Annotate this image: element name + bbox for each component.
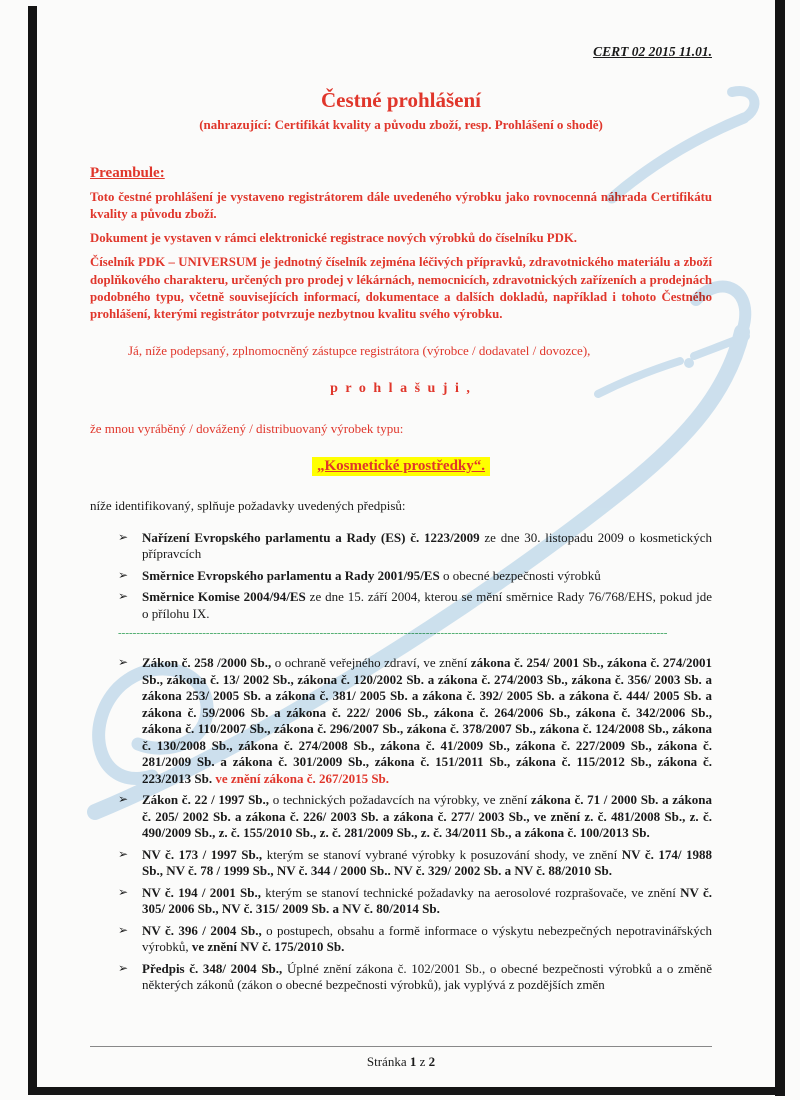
text-segment: NV č. 173 / 1997 Sb., (142, 846, 263, 862)
regulations-divider: ------------------------------------------------------------------------------------------------------------------------------------------------------ (118, 627, 668, 640)
regulation-item (118, 792, 712, 842)
text-segment: Zákon č. 258 /2000 Sb., (142, 655, 272, 671)
document-code: CERT 02 2015 11.01. (593, 44, 712, 59)
text-segment: Zákon č. 22 / 1997 Sb., (142, 792, 270, 808)
regulation-item (118, 655, 712, 787)
document-title: Čestné prohlášení (320, 88, 482, 112)
eu-regulations-list (118, 530, 712, 623)
text-segment: zákona č. 71 / 2000 Sb. a zákona č. 205/ 2002 Sb. a zákona č. 226/ 2003 Sb. a zákona č. 277/ 2003 Sb., ve znění z. č. 481/2008 Sb., z. č. 490/2009 Sb., z. č. 155/2010 Sb., z. č. 281/2009 Sb., z. č. 34/2011 Sb., a zákona č. 100/2013 Sb. (142, 792, 712, 841)
text-segment: NV č. 174/ 1988 Sb., NV č. 78 / 1999 Sb., NV č. 344 / 2000 Sb.. NV č. 329/ 2002 Sb. a NV č. 88/2010 Sb. (142, 846, 712, 879)
text-segment: o postupech, obsahu a formě informace o výskytu nebezpečných nepotravinářských výrobků, (142, 922, 712, 955)
page-footer (90, 1046, 712, 1070)
scan-edge-right (775, 0, 785, 1096)
compliance-intro: níže identifikovaný, splňuje požadavky uvedených předpisů: (90, 497, 406, 513)
preamble-paragraph-1: Toto čestné prohlášení je vystaveno registrátorem dále uvedeného výrobku jako rovnocenná náhrada Certifikátu kvality a původu zboží. (90, 190, 712, 222)
text-segment: ve znění zákona č. 267/2015 Sb. (212, 770, 390, 786)
document-content (90, 0, 712, 999)
text-segment: o technických požadavcích na výrobky, ve znění (269, 792, 532, 808)
text-segment: kterým se stanoví vybrané výrobky k posuzování shody, ve znění (262, 846, 622, 862)
product-type-highlight: „Kosmetické prostředky“. (312, 457, 490, 476)
declaration-intro: Já, níže podepsaný, zplnomocněný zástupce registrátora (výrobce / dodavatel / dovozce), (128, 342, 591, 358)
text-segment: o ochraně veřejného zdraví, ve znění (271, 655, 471, 671)
text-segment: o obecné bezpečnosti výrobků (439, 567, 601, 583)
text-segment: NV č. 305/ 2006 Sb., NV č. 315/ 2009 Sb. a NV č. 80/2014 Sb. (142, 884, 713, 917)
product-type-line (90, 457, 712, 476)
regulation-item (118, 923, 712, 956)
regulation-item (118, 885, 712, 918)
text-segment: kterým se stanoví technické požadavky na aerosolové rozprašovače, ve znění (261, 884, 681, 900)
text-segment: NV č. 194 / 2001 Sb., (142, 884, 262, 900)
declaration-verb: p r o h l a š u j i , (330, 380, 472, 396)
text-segment: ze dne 30. listopadu 2009 o kosmetických přípravcích (142, 529, 712, 562)
scan-edge-left (28, 6, 37, 1092)
regulation-item (118, 961, 712, 994)
footer-of: z (416, 1054, 429, 1069)
text-segment: zákona č. 254/ 2001 Sb., zákona č. 274/2001 Sb., zákona č. 13/ 2002 Sb., zákona č. 120/2002 Sb. a zákona č. 274/2003 Sb., zákona č. 356/ 2003 Sb. a zákona 253/ 2005 Sb. a zákona č. 381/ 2005 Sb. a zákona č. 392/ 2005 Sb. a zákona č. 444/ 2005 Sb. a zákona č. 59/2006 Sb. a zákona č. 222/ 2006 Sb., zákona č. 264/2006 Sb., zákona č. 342/2006 Sb., zákona č. 110/2007 Sb., zákona č. 296/2007 Sb., zákona č. 378/2007 Sb., zákona č. 124/2008 Sb., zákona č. 130/2008 Sb., zákona č. 274/2008 Sb., zákona č. 41/2009 Sb., zákona č. 227/2009 Sb., zákona č. 281/2009 Sb. a zákona č. 301/2009 Sb., zákona č. 151/2011 Sb., zákona č. 115/2012 Sb., zákona č. 223/2013 Sb. (142, 655, 712, 786)
text-segment: Směrnice Komise 2004/94/ES (142, 589, 306, 605)
text-segment: NV č. 396 / 2004 Sb., (142, 922, 262, 938)
national-regulations-list (118, 655, 712, 994)
regulation-item (118, 568, 712, 585)
regulation-item (118, 589, 712, 622)
text-segment: Úplné znění zákona č. 102/2001 Sb., o obecné bezpečnosti výrobků a o změně některých zákonů (zákon o obecné bezpečnosti výrobků), jak vyplývá z pozdějších změn (142, 960, 712, 993)
regulation-item (118, 847, 712, 880)
declaration-lead: že mnou vyráběný / dovážený / distribuovaný výrobek typu: (90, 420, 404, 436)
regulation-item (118, 530, 712, 563)
text-segment: ve znění NV č. 175/2010 Sb. (191, 939, 345, 955)
text-segment: Nařízení Evropského parlamentu a Rady (ES) č. 1223/2009 (142, 529, 480, 545)
preamble-heading: Preambule: (90, 165, 165, 181)
text-segment: ze dne 15. září 2004, kterou se mění směrnice Rady 76/768/EHS, pokud jde o přílohu IX. (142, 589, 712, 621)
text-segment: Předpis č. 348/ 2004 Sb., (142, 960, 283, 976)
footer-page-number: 1 (409, 1054, 417, 1069)
text-segment: Směrnice Evropského parlamentu a Rady 2001/95/ES (142, 567, 440, 583)
scan-edge-bottom (28, 1087, 785, 1095)
preamble-paragraph-2: Dokument je vystaven v rámci elektronické registrace nových výrobků do číselníku PDK. (90, 231, 577, 246)
preamble-paragraph-3: Číselník PDK – UNIVERSUM je jednotný číselník zejména léčivých přípravků, zdravotnického materiálu a zboží doplňkového charakteru, určených pro prodej v lékárnách, nemocnicích, zdravotnických zařízeních a prodejnách podobného typu, včetně souvisejících informací, dokumentace a dalších dokladů, například i tohoto Čestného prohlášení, kterými registrátor potvrzuje nezbytnou kvalitu svého výrobku. (90, 255, 712, 321)
document-subtitle: (nahrazující: Certifikát kvality a původu zboží, resp. Prohlášení o shodě) (199, 117, 603, 132)
footer-total-pages: 2 (428, 1054, 436, 1069)
footer-label: Stránka (366, 1054, 410, 1069)
